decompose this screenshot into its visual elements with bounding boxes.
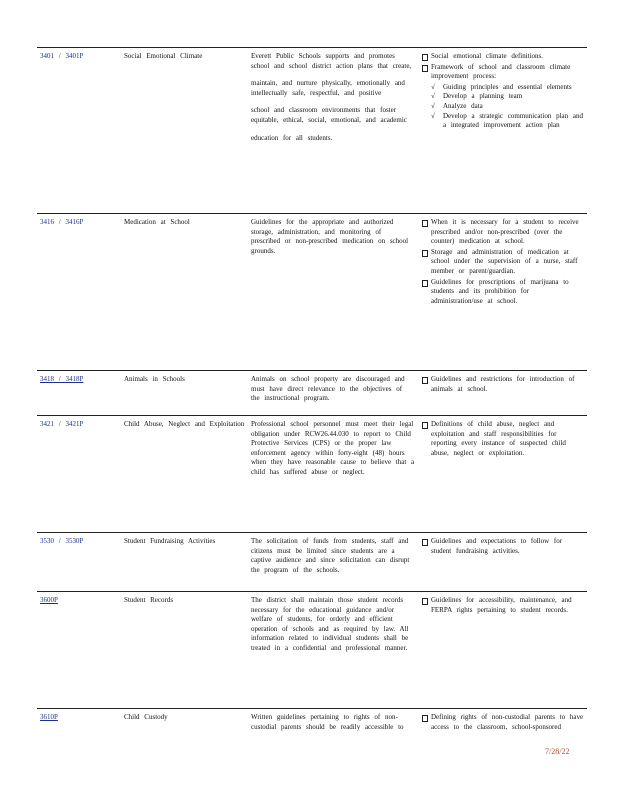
policy-description-paragraph: Professional school personnel must meet their legal obligation under RCW26.44.030 to report to Child Protective Services (CPS) or the proper law enforcement agency within forty-eight (48) hours when they have reasonable cause to believe that a child has suffered abuse or neglect. <box>251 420 415 476</box>
policy-description-paragraph: maintain, and nurture physically, emotionally and intellectually safe, respectful, and positive <box>251 79 405 97</box>
policy-row <box>37 48 587 214</box>
summary-check-item <box>431 102 584 112</box>
policy-code-cell <box>37 48 121 214</box>
summary-bullet-list <box>421 420 584 458</box>
summary-check-text: Analyze data <box>443 101 483 110</box>
summary-bullet-text: When it is necessary for a student to receive prescribed and/or non-prescribed (over the counter) medication at school. <box>431 218 579 246</box>
policy-description-cell <box>248 48 418 214</box>
summary-check-text: Guiding principles and essential elements <box>443 82 572 91</box>
policy-title: Child Abuse, Neglect and Exploitation <box>124 420 245 428</box>
policy-table-body <box>37 48 587 759</box>
summary-bullet-text: Storage and administration of medication at school under the supervision of a nurse, staff member or parent/guardian. <box>431 247 578 275</box>
summary-bullet-item <box>421 278 584 307</box>
policy-code-link[interactable]: 3401 / 3401P <box>40 52 84 60</box>
policy-summary-cell <box>418 416 587 533</box>
policy-row <box>37 214 587 371</box>
policy-description-paragraph: Everett Public Schools supports and promotes school and school district action plans that create, <box>251 52 412 70</box>
policy-title: Student Records <box>124 596 174 604</box>
policy-description-paragraph: Guidelines for the appropriate and authorized storage, administration, and monitoring of prescribed or non-prescribed medication on school grounds. <box>251 218 409 255</box>
summary-bullet-item <box>421 420 584 458</box>
summary-bullet-item <box>421 248 584 277</box>
policy-title-cell <box>121 592 248 709</box>
summary-check-list <box>431 83 584 131</box>
policy-description-paragraph: Written guidelines pertaining to rights of non-custodial parents should be readily accessible to <box>251 713 404 731</box>
summary-bullet-list <box>421 52 584 82</box>
policy-title-cell <box>121 416 248 533</box>
policy-row <box>37 709 587 759</box>
policy-description-cell <box>248 592 418 709</box>
summary-check-item <box>431 83 584 93</box>
policy-title: Social Emotional Climate <box>124 52 203 60</box>
policy-code-link[interactable]: 3421 / 3421P <box>40 420 84 428</box>
summary-bullet-list <box>421 596 584 615</box>
policy-summary-cell <box>418 48 587 214</box>
summary-bullet-list <box>421 375 584 394</box>
check-mark-icon: √ <box>431 82 435 91</box>
summary-bullet-item <box>421 375 584 394</box>
summary-bullet-text: Framework of school and classroom climate improvement process: <box>431 62 571 81</box>
policy-summary-cell <box>418 371 587 416</box>
summary-check-text: Develop a planning team <box>443 92 523 101</box>
summary-bullet-item <box>421 52 584 62</box>
policy-code-cell <box>37 416 121 533</box>
summary-bullet-item <box>421 63 584 82</box>
summary-bullet-text: Defining rights of non-custodial parents to have access to the classroom, school-sponsored <box>431 713 584 731</box>
policy-title-cell <box>121 214 248 371</box>
policy-title-cell <box>121 48 248 214</box>
policy-title-cell <box>121 371 248 416</box>
policy-code-cell <box>37 371 121 416</box>
policy-row <box>37 371 587 416</box>
policy-title: Animals in Schools <box>124 375 185 383</box>
summary-bullet-item <box>421 596 584 615</box>
summary-check-item <box>431 92 584 102</box>
summary-bullet-text: Guidelines and expectations to follow for student fundraising activities. <box>431 537 563 555</box>
policy-title: Medication at School <box>124 218 190 226</box>
policy-description-paragraph: The solicitation of funds from students, staff and citizens must be limited since students are a captive audience and since solicitation can disrupt the program of the schools. <box>251 537 410 574</box>
summary-bullet-list <box>421 713 584 732</box>
policy-title-cell <box>121 709 248 759</box>
policy-code-link[interactable]: 3416 / 3416P <box>40 218 84 226</box>
policy-summary-cell <box>418 592 587 709</box>
policy-title-cell <box>121 533 248 592</box>
policy-description-cell <box>248 533 418 592</box>
policy-description-paragraph: education for all students. <box>251 133 333 142</box>
footer-date: 7/28/22 <box>545 747 570 756</box>
summary-bullet-item <box>421 713 584 732</box>
policy-description-cell <box>248 709 418 759</box>
summary-bullet-list <box>421 218 584 306</box>
policy-row <box>37 416 587 533</box>
policy-code-cell <box>37 214 121 371</box>
summary-check-text: Develop a strategic communication plan and a integrated improvement action plan <box>443 111 583 130</box>
policy-description-cell <box>248 371 418 416</box>
summary-bullet-list <box>421 537 584 556</box>
check-mark-icon: √ <box>431 101 435 110</box>
policy-title: Child Custody <box>124 713 168 721</box>
policy-code-cell <box>37 533 121 592</box>
policy-summary-cell <box>418 214 587 371</box>
summary-bullet-text: Social emotional climate definitions. <box>431 52 544 60</box>
policy-code-cell <box>37 709 121 759</box>
summary-bullet-text: Guidelines for accessibility, maintenance, and FERPA rights pertaining to student records. <box>431 596 572 614</box>
policy-code-link[interactable]: 3610P <box>40 713 58 721</box>
summary-bullet-item <box>421 218 584 247</box>
policy-code-cell <box>37 592 121 709</box>
policy-row <box>37 533 587 592</box>
policy-description-paragraph: The district shall maintain those student records necessary for the educational guidance and/or welfare of students, for orderly and efficient operation of schools and as required by law. All information related to individual students shall be treated in a confidential and professional manner. <box>251 596 409 652</box>
check-mark-icon: √ <box>431 92 435 101</box>
summary-bullet-text: Guidelines for prescriptions of marijuana to students and its prohibition for administration/use at school. <box>431 277 569 305</box>
policy-row <box>37 592 587 709</box>
policy-description-paragraph: Animals on school property are discouraged and must have direct relevance to the objectives of the instructional program. <box>251 375 405 403</box>
summary-bullet-text: Guidelines and restrictions for introduction of animals at school. <box>431 375 575 393</box>
summary-check-item <box>431 112 584 131</box>
policy-code-link[interactable]: 3418 / 3418P <box>40 375 84 383</box>
policy-code-link[interactable]: 3530 / 3530P <box>40 537 84 545</box>
policy-summary-cell <box>418 533 587 592</box>
summary-bullet-text: Definitions of child abuse, neglect and exploitation and staff responsibilities for reporting every instance of suspected child abuse, neglect or exploitation. <box>431 420 566 457</box>
policy-description-cell <box>248 416 418 533</box>
policy-description-cell <box>248 214 418 371</box>
policy-description-paragraph: school and classroom environments that foster equitable, ethical, social, emotional, and academic <box>251 106 407 124</box>
policy-title: Student Fundraising Activities <box>124 537 216 545</box>
summary-bullet-item <box>421 537 584 556</box>
check-mark-icon: √ <box>431 111 435 120</box>
policy-code-link[interactable]: 3600P <box>40 596 58 604</box>
policy-table <box>37 47 587 759</box>
